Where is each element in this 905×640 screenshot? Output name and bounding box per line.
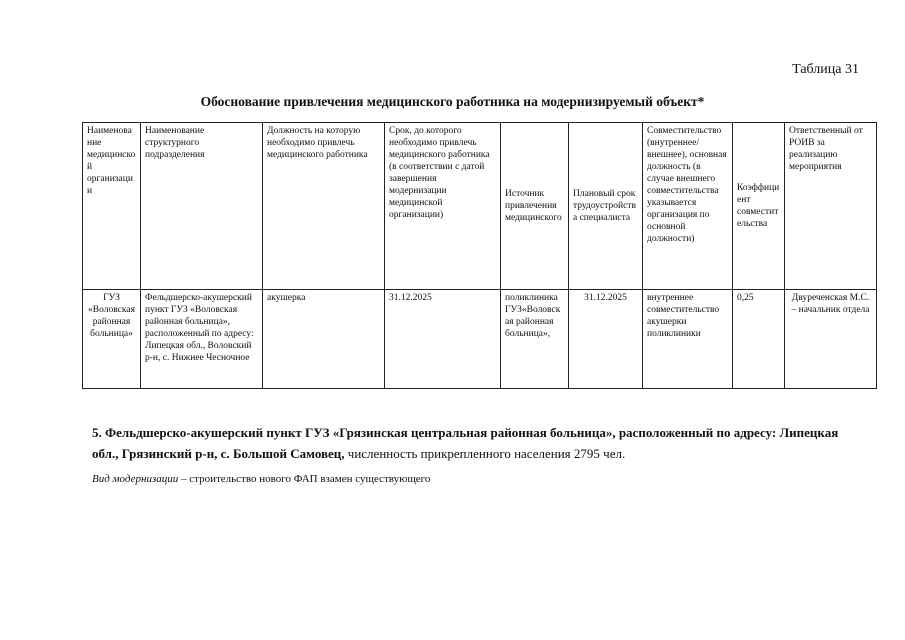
cell-deadline: 31.12.2025 xyxy=(385,290,501,389)
section-heading-bold: 5. Фельдшерско-акушерский пункт ГУЗ «Грязинская центральная районная больница», расположенный по адресу: Липецкая обл., Грязинский р-н, с. Большой Самовец, xyxy=(92,425,839,461)
section-heading-population: численность прикрепленного населения 2795 чел. xyxy=(344,446,626,461)
header-deadline: Срок, до которого необходимо привлечь медицинского работника (в соответствии с датой завершения модернизации медицинской организации) xyxy=(385,123,501,290)
header-planned-date: Плановый срок трудоустройства специалиста xyxy=(569,123,643,290)
staffing-justification-table xyxy=(82,122,877,389)
cell-source: поликлиника ГУЗ«Воловская районная больница», xyxy=(501,290,569,389)
header-structural-unit: Наименование структурного подразделения xyxy=(141,123,263,290)
header-source: Источник привлечения медицинского xyxy=(501,123,569,290)
cell-responsible: Двуреченская М.С. – начальник отдела xyxy=(785,290,877,389)
modernization-label: Вид модернизации xyxy=(92,473,179,485)
header-organization: Наименование медицинской организации xyxy=(83,123,141,290)
table-header-row xyxy=(83,123,877,290)
cell-organization: ГУЗ «Воловская районная больница» xyxy=(83,290,141,389)
cell-coefficient: 0,25 xyxy=(733,290,785,389)
cell-planned-date: 31.12.2025 xyxy=(569,290,643,389)
header-coefficient: Коэффициент совместительства xyxy=(733,123,785,290)
table-number-label: Таблица 31 xyxy=(792,62,859,77)
table-row xyxy=(83,290,877,389)
section-heading xyxy=(92,422,862,464)
modernization-type xyxy=(92,473,430,485)
header-responsible: Ответственный от РОИВ за реализацию мероприятия xyxy=(785,123,877,290)
cell-structural-unit: Фельдшерско-акушерский пункт ГУЗ «Воловская районная больница», расположенный по адресу: Липецкая обл., Воловский р-н, с. Нижнее Чесночное xyxy=(141,290,263,389)
modernization-text: – строительство нового ФАП взамен существующего xyxy=(178,473,431,485)
header-combination: Совместительство (внутреннее/внешнее), основная должность (в случае внешнего совместительства указывается организация по основной должности) xyxy=(643,123,733,290)
header-position: Должность на которую необходимо привлечь медицинского работника xyxy=(263,123,385,290)
cell-combination: внутреннее совместительство акушерки поликлиники xyxy=(643,290,733,389)
cell-position: акушерка xyxy=(263,290,385,389)
table-title: Обоснование привлечения медицинского работника на модернизируемый объект* xyxy=(200,94,705,109)
